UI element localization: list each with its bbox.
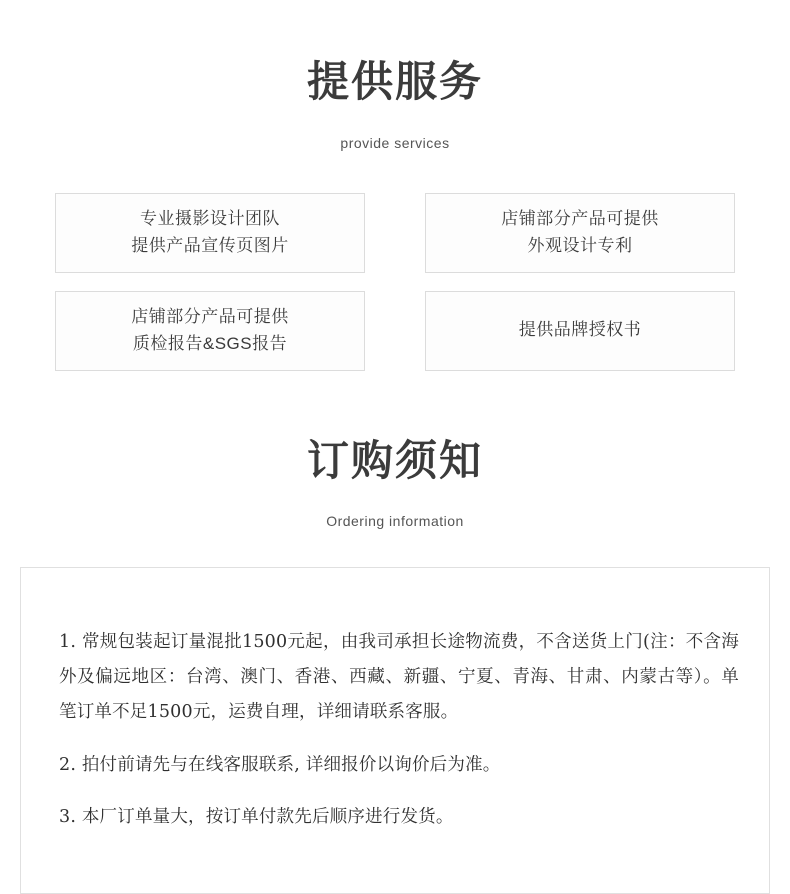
service-card-line2: 外观设计专利 (527, 235, 633, 255)
service-card (425, 193, 735, 273)
ordering-title-cn: 订购须知 (306, 435, 483, 485)
service-card-line1: 专业摄影设计团队 (140, 209, 280, 229)
ordering-notice-box (20, 567, 770, 894)
service-card-line1: 提供品牌授权书 (518, 320, 642, 340)
service-card (55, 291, 365, 371)
services-title-en: provide services (340, 134, 450, 151)
service-card (425, 291, 735, 371)
ordering-notice-item: 2. 拍付前请先与在线客服联系, 详细报价以询价后为准。 (59, 754, 501, 775)
service-card-line1: 店铺部分产品可提供 (501, 209, 659, 229)
service-card-line2: 提供产品宣传页图片 (131, 235, 289, 255)
services-title-cn: 提供服务 (306, 57, 483, 107)
services-section (0, 0, 790, 371)
service-card (55, 193, 365, 273)
service-card-line1: 店铺部分产品可提供 (131, 307, 289, 327)
services-card-grid (55, 193, 735, 371)
service-card-line2: 质检报告&SGS报告 (132, 333, 288, 353)
ordering-title-en: Ordering information (326, 512, 464, 529)
ordering-notice-item: 1. 常规包装起订量混批1500元起，由我司承担长途物流费，不含送货上门(注：不含海外及偏远地区：台湾、澳门、香港、西藏、新疆、宁夏、青海、甘肃、内蒙古等）。单笔订单不足1500元，运费自理，详细请联系客服。 (59, 632, 739, 723)
ordering-notice-item: 3. 本厂订单量大，按订单付款先后顺序进行发货。 (59, 807, 454, 828)
ordering-section (0, 437, 790, 894)
